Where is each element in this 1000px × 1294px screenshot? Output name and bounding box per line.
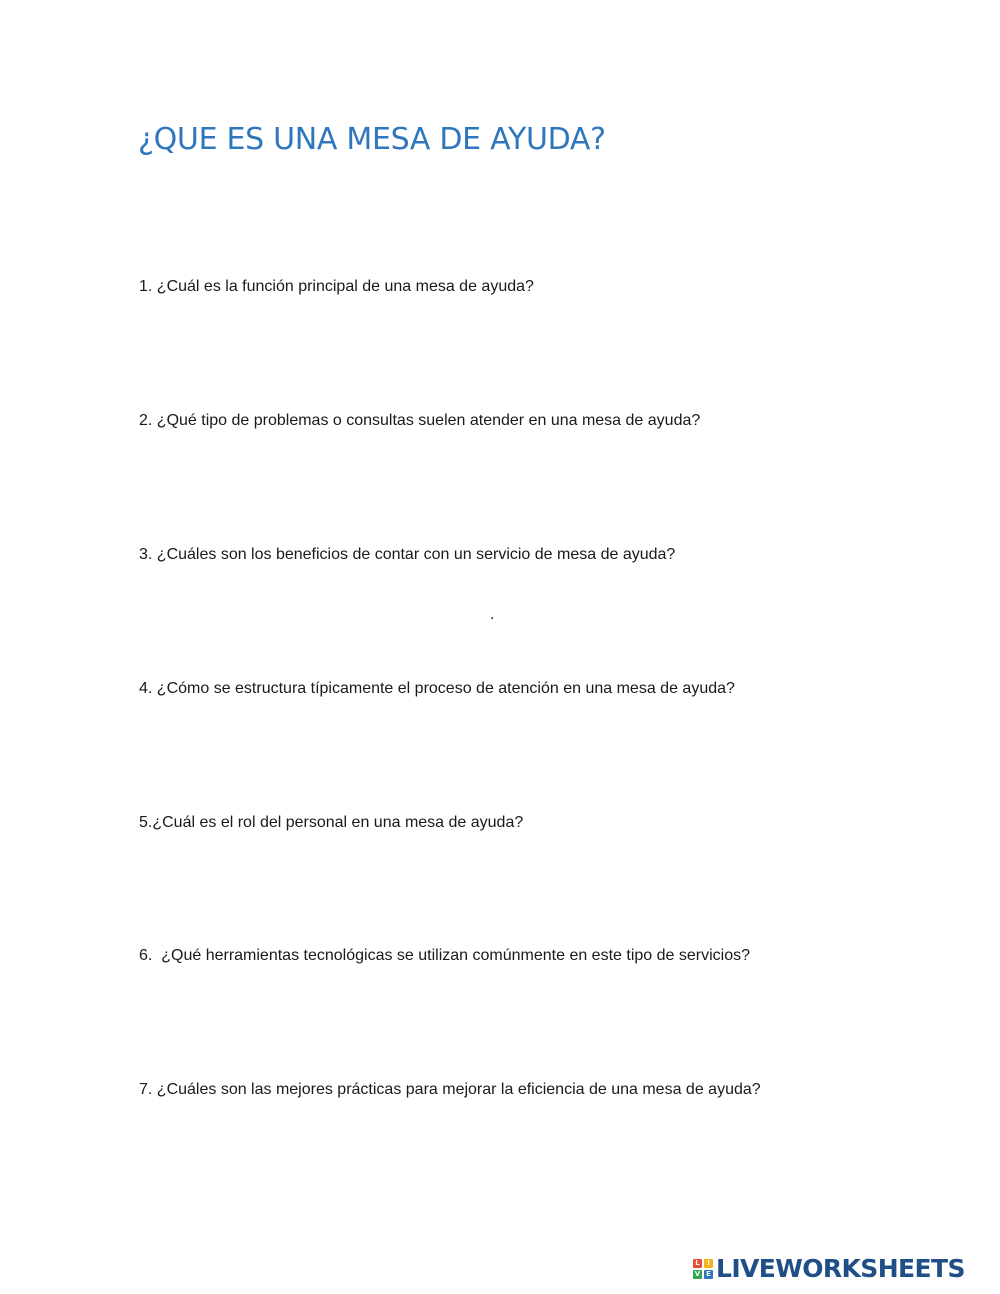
- question-5: 5.¿Cuál es el rol del personal en una mesa de ayuda?: [139, 814, 524, 831]
- question-3: 3. ¿Cuáles son los beneficios de contar con un servicio de mesa de ayuda?: [139, 546, 676, 563]
- question-1: 1. ¿Cuál es la función principal de una mesa de ayuda?: [139, 278, 534, 295]
- stray-dot: .: [490, 606, 495, 623]
- question-2: 2. ¿Qué tipo de problemas o consultas suelen atender en una mesa de ayuda?: [139, 412, 701, 429]
- page-title: ¿QUE ES UNA MESA DE AYUDA?: [138, 122, 606, 157]
- logo-tile-v: V: [694, 1270, 701, 1278]
- question-6: 6. ¿Qué herramientas tecnológicas se utilizan comúnmente en este tipo de servicios?: [139, 947, 750, 964]
- logo-text: LIVEWORKSHEETS: [716, 1254, 965, 1283]
- logo-tile-e: E: [704, 1270, 713, 1279]
- logo-tile-l: L: [693, 1259, 702, 1268]
- logo-tile-i: I: [704, 1259, 713, 1268]
- liveworksheets-logo[interactable]: [693, 1256, 965, 1282]
- question-7: 7. ¿Cuáles son las mejores prácticas para mejorar la eficiencia de una mesa de ayuda?: [139, 1081, 761, 1098]
- question-4: 4. ¿Cómo se estructura típicamente el proceso de atención en una mesa de ayuda?: [139, 680, 735, 697]
- logo-mark-icon: [693, 1259, 713, 1279]
